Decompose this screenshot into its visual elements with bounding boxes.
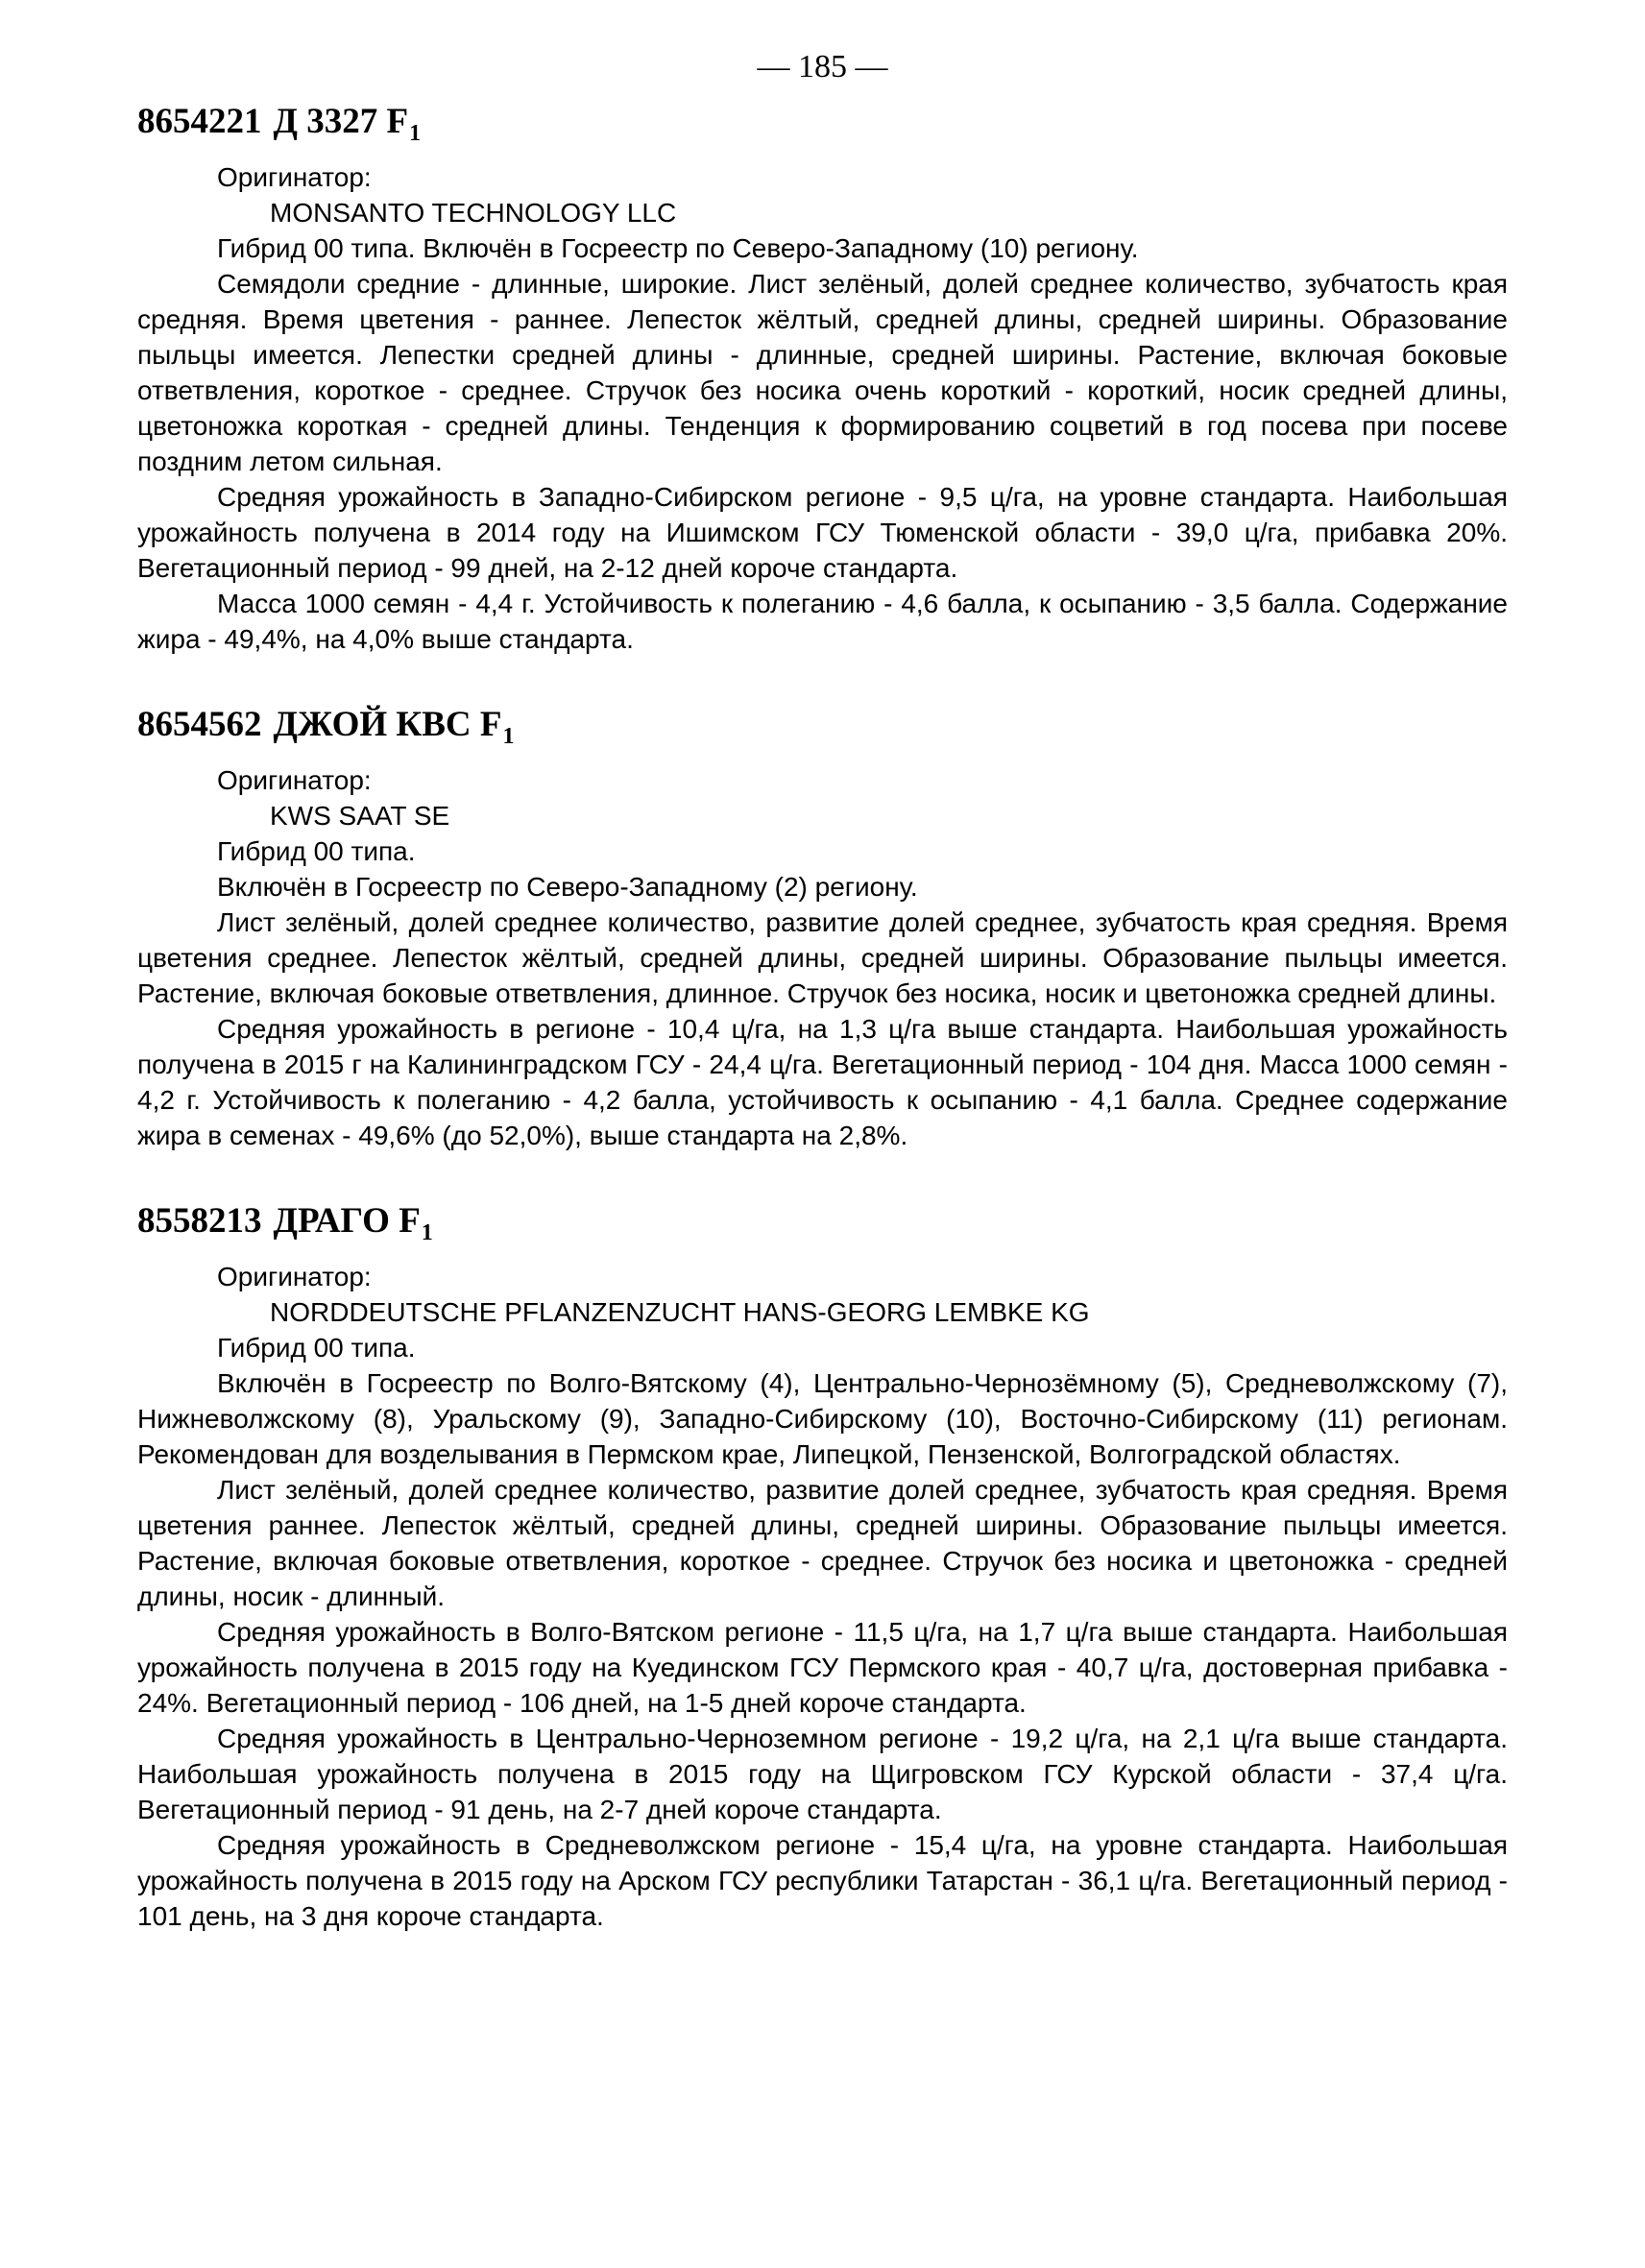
- originator-name: KWS SAAT SE: [270, 801, 450, 831]
- entry-name-subscript: 1: [421, 1220, 433, 1245]
- register-paragraph: Включён в Госреестр по Волго-Вятскому (4), Центрально-Чернозёмному (5), Средневолжскому (7), Нижневолжскому (8), Уральскому (9), Западно-Сибирскому (10), Восточно-Сибирскому (11) регионам. Рекомендован для возделывания в Пермском крае, Липецкой, Пензенской, Волгоградской областях.: [137, 1368, 1508, 1469]
- originator-label: Оригинатор:: [217, 765, 372, 795]
- entry-heading: [137, 703, 1508, 759]
- yield-paragraph: Средняя урожайность в Западно-Сибирском регионе - 9,5 ц/га, на уровне стандарта. Наибольшая урожайность получена в 2014 году на Ишимском ГСУ Тюменской области - 39,0 ц/га, прибавка 20%. Вегетационный период - 99 дней, на 2-12 дней короче стандарта.: [137, 482, 1508, 583]
- entry-name-subscript: 1: [409, 121, 422, 146]
- hybrid-line: Гибрид 00 типа. Включён в Госреестр по Северо-Западному (10) региону.: [217, 233, 1139, 263]
- entry-code: 8654562: [137, 705, 262, 744]
- entry-heading: [137, 100, 1508, 156]
- originator-name: NORDDEUTSCHE PFLANZENZUCHT HANS-GEORG LEMBKE KG: [270, 1297, 1090, 1327]
- variety-entry: [137, 100, 1508, 657]
- entry-name: ДРАГО F: [273, 1201, 421, 1241]
- originator-name: MONSANTO TECHNOLOGY LLC: [270, 198, 677, 228]
- register-line: Включён в Госреестр по Северо-Западному (2) региону.: [217, 872, 918, 902]
- hybrid-line: Гибрид 00 типа.: [217, 836, 416, 866]
- yield-paragraph: Средняя урожайность в Волго-Вятском регионе - 11,5 ц/га, на 1,7 ц/га выше стандарта. Наибольшая урожайность получена в 2015 году на Куединском ГСУ Пермского края - 40,7 ц/га, достоверная прибавка - 24%. Вегетационный период - 106 дней, на 1-5 дней короче стандарта.: [137, 1617, 1508, 1718]
- yield-paragraph: Средняя урожайность в Средневолжском регионе - 15,4 ц/га, на уровне стандарта. Наибольшая урожайность получена в 2015 году на Арском ГСУ республики Татарстан - 36,1 ц/га. Вегетационный период - 101 день, на 3 дня короче стандарта.: [137, 1830, 1508, 1931]
- originator-label: Оригинатор:: [217, 1262, 372, 1291]
- variety-entry: [137, 703, 1508, 1153]
- description-paragraph: Лист зелёный, долей среднее количество, развитие долей среднее, зубчатость края средняя. Время цветения раннее. Лепесток жёлтый, средней длины, средней ширины. Образование пыльцы имеется. Растение, включая боковые ответвления, короткое - среднее. Стручок без носика и цветоножка - средней длины, носик - длинный.: [137, 1475, 1508, 1611]
- document-page: [137, 50, 1508, 1934]
- entry-name: ДЖОЙ КВС F: [273, 705, 502, 744]
- variety-entry: [137, 1199, 1508, 1934]
- description-paragraph: Семядоли средние - длинные, широкие. Лист зелёный, долей среднее количество, зубчатость края средняя. Время цветения - раннее. Лепесток жёлтый, средней длины, средней ширины. Образование пыльцы имеется. Лепестки средней длины - длинные, средней ширины. Растение, включая боковые ответвления, короткое - среднее. Стручок без носика очень короткий - короткий, носик средней длины, цветоножка короткая - средней длины. Тенденция к формированию соцветий в год посева при посеве поздним летом сильная.: [137, 269, 1508, 476]
- entry-name: Д 3327 F: [273, 102, 409, 141]
- yield-paragraph: Средняя урожайность в регионе - 10,4 ц/га, на 1,3 ц/га выше стандарта. Наибольшая урожайность получена в 2015 г на Калининградском ГСУ - 24,4 ц/га. Вегетационный период - 104 дня. Масса 1000 семян - 4,2 г. Устойчивость к полеганию - 4,2 балла, устойчивость к осыпанию - 4,1 балла. Среднее содержание жира в семенах - 49,6% (до 52,0%), выше стандарта на 2,8%.: [137, 1014, 1508, 1150]
- originator-label: Оригинатор:: [217, 162, 372, 192]
- description-paragraph: Лист зелёный, долей среднее количество, развитие долей среднее, зубчатость края средняя. Время цветения среднее. Лепесток жёлтый, средней длины, средней ширины. Образование пыльцы имеется. Растение, включая боковые ответвления, длинное. Стручок без носика, носик и цветоножка средней длины.: [137, 907, 1508, 1008]
- yield-paragraph: Средняя урожайность в Центрально-Черноземном регионе - 19,2 ц/га, на 2,1 ц/га выше стандарта. Наибольшая урожайность получена в 2015 году на Щигровском ГСУ Курской области - 37,4 ц/га. Вегетационный период - 91 день, на 2-7 дней короче стандарта.: [137, 1724, 1508, 1824]
- entry-code: 8558213: [137, 1201, 262, 1241]
- entry-name-subscript: 1: [502, 724, 515, 749]
- hybrid-line: Гибрид 00 типа.: [217, 1333, 416, 1363]
- page-number: — 185 —: [757, 49, 888, 84]
- entry-code: 8654221: [137, 102, 262, 141]
- entry-heading: [137, 1199, 1508, 1255]
- seed-paragraph: Масса 1000 семян - 4,4 г. Устойчивость к полеганию - 4,6 балла, к осыпанию - 3,5 балла. Содержание жира - 49,4%, на 4,0% выше стандарта.: [137, 589, 1508, 654]
